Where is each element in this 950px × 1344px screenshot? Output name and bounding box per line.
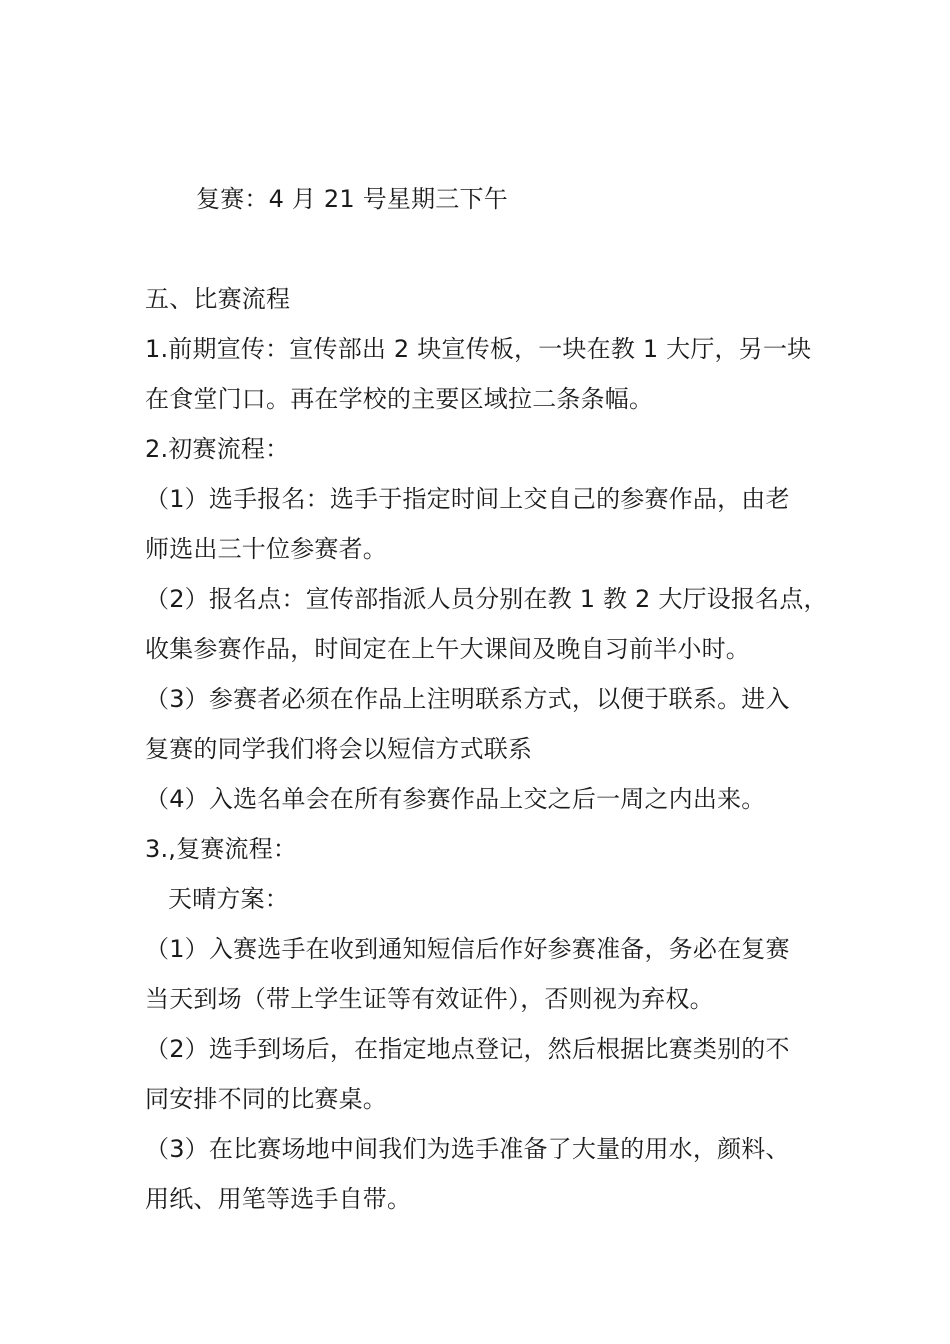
paragraph-line: （2）选手到场后，在指定地点登记，然后根据比赛类别的不 bbox=[145, 1035, 790, 1063]
subheading-preliminary: 2.初赛流程： bbox=[145, 435, 290, 463]
paragraph-line: 在食堂门口。再在学校的主要区域拉二条条幅。 bbox=[145, 385, 654, 413]
paragraph-line: 师选出三十位参赛者。 bbox=[145, 535, 387, 563]
section-heading-process: 五、比赛流程 bbox=[145, 285, 291, 313]
paragraph-line: （4）入选名单会在所有参赛作品上交之后一周之内出来。 bbox=[145, 785, 766, 813]
paragraph-line: （3）在比赛场地中间我们为选手准备了大量的用水，颜料、 bbox=[145, 1135, 790, 1163]
subheading-semifinal: 3.,复赛流程： bbox=[145, 835, 298, 863]
semifinal-date-line: 复赛：4 月 21 号星期三下午 bbox=[196, 185, 508, 213]
paragraph-line: 用纸、用笔等选手自带。 bbox=[145, 1185, 412, 1213]
subheading-sunny-plan: 天晴方案： bbox=[168, 885, 289, 913]
paragraph-line: 复赛的同学我们将会以短信方式联系 bbox=[145, 735, 533, 763]
paragraph-line: 收集参赛作品，时间定在上午大课间及晚自习前半小时。 bbox=[145, 635, 750, 663]
paragraph-line: 同安排不同的比赛桌。 bbox=[145, 1085, 387, 1113]
paragraph-line: 1.前期宣传：宣传部出 2 块宣传板，一块在教 1 大厅，另一块 bbox=[145, 335, 812, 363]
paragraph-line: （2）报名点：宣传部指派人员分别在教 1 教 2 大厅设报名点， bbox=[145, 585, 828, 613]
paragraph-line: （1）选手报名：选手于指定时间上交自己的参赛作品，由老 bbox=[145, 485, 790, 513]
paragraph-line: 当天到场（带上学生证等有效证件），否则视为弃权。 bbox=[145, 985, 714, 1013]
paragraph-line: （1）入赛选手在收到通知短信后作好参赛准备，务必在复赛 bbox=[145, 935, 790, 963]
paragraph-line: （3）参赛者必须在作品上注明联系方式，以便于联系。进入 bbox=[145, 685, 790, 713]
